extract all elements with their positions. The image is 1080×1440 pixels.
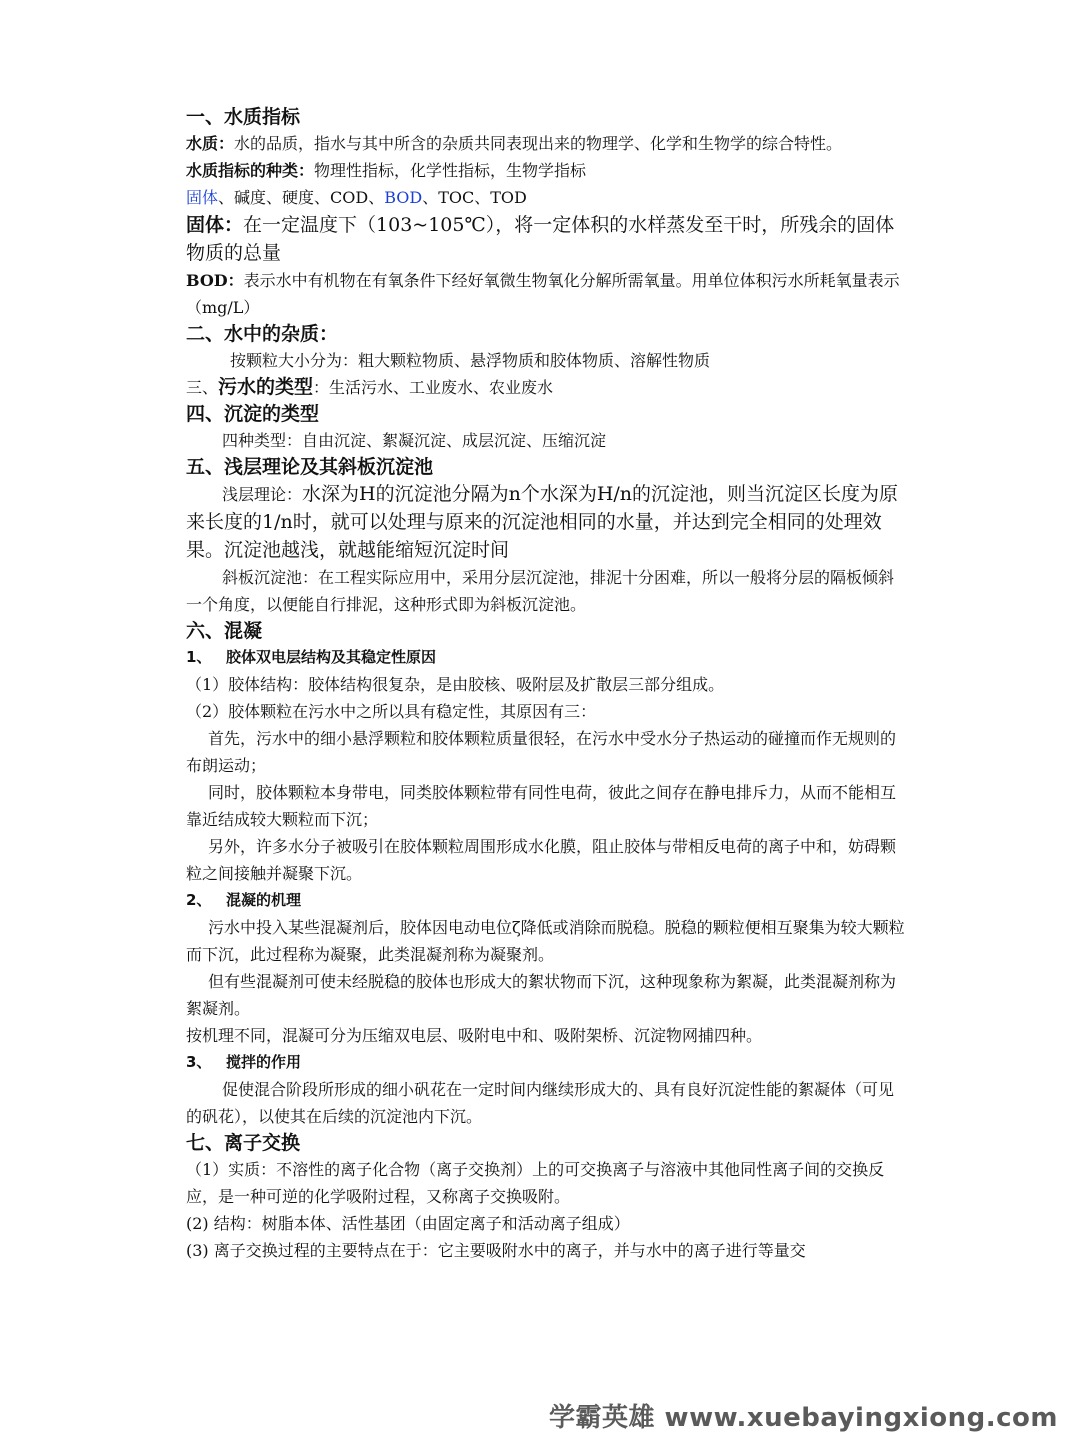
indicator-list xyxy=(186,184,906,211)
solid-text: 在一定温度下（103~105℃），将一定体积的水样蒸发至干时，所残余的固体物质的总量 xyxy=(186,214,895,264)
settling-types: 四种类型：自由沉淀、絮凝沉淀、成层沉淀、压缩沉淀 xyxy=(222,431,607,450)
ion-exchange-structure: (2) 结构：树脂本体、活性基团（由固定离子和活动离子组成） xyxy=(186,1214,630,1233)
section-5-heading: 五、浅层理论及其斜板沉淀池 xyxy=(186,456,434,478)
bod-link[interactable]: BOD xyxy=(384,188,423,207)
shallow-theory xyxy=(186,480,906,564)
colloid-stability: （2）胶体颗粒在污水中之所以具有稳定性，其原因有三： xyxy=(186,702,597,721)
section-1-heading: 一、水质指标 xyxy=(186,106,301,128)
section-3-heading: 污水的类型 xyxy=(218,376,314,398)
bod-definition xyxy=(186,267,906,321)
reason-second: 同时，胶体颗粒本身带电，同类胶体颗粒带有同性电荷，彼此之间存在静电排斥力，从而不能相互靠近结成较大颗粒而下沉； xyxy=(186,783,897,829)
solid-link[interactable]: 固体 xyxy=(186,188,219,207)
bod-term: BOD： xyxy=(186,271,244,290)
indicator-types-term: 水质指标的种类： xyxy=(186,161,315,180)
stirring-text: 促使混合阶段所形成的细小矾花在一定时间内继续形成大的、具有良好沉淀性能的絮凝体（可见的矾花），以使其在后续的沉淀池内下沉。 xyxy=(186,1080,895,1126)
bod-text: 表示水中有机物在有氧条件下经好氧微生物氧化分解所需氧量。用单位体积污水所耗氧量表示（mg/L） xyxy=(186,271,900,317)
ion-exchange-essence: （1）实质：不溶性的离子化合物（离子交换剂）上的可交换离子与溶液中其他同性离子间的交换反应，是一种可逆的化学吸附过程，又称离子交换吸附。 xyxy=(186,1160,885,1206)
coagulation-text: 污水中投入某些混凝剂后，胶体因电动电位ζ降低或消除而脱稳。脱稳的颗粒便相互聚集为较大颗粒而下沉，此过程称为凝聚，此类混凝剂称为凝聚剂。 xyxy=(186,918,905,964)
shallow-theory-label: 浅层理论： xyxy=(222,485,303,504)
water-quality-term: 水质： xyxy=(186,134,235,153)
subsection-1-number: 1、 xyxy=(186,648,212,666)
inclined-plate-text: 斜板沉淀池：在工程实际应用中，采用分层沉淀池，排泥十分困难，所以一般将分层的隔板倾斜一个角度，以便能自行排泥，这种形式即为斜板沉淀池。 xyxy=(186,568,895,614)
water-quality-definition xyxy=(186,130,906,157)
subsection-2-heading xyxy=(186,887,906,914)
subsection-3-heading xyxy=(186,1049,906,1076)
subsection-1-heading xyxy=(186,644,906,671)
flocculation-text: 但有些混凝剂可使未经脱稳的胶体也形成大的絮状物而下沉，这种现象称为絮凝，此类混凝剂称为絮凝剂。 xyxy=(186,972,897,1018)
subsection-3-title: 搅拌的作用 xyxy=(226,1053,302,1071)
reason-third: 另外，许多水分子被吸引在胶体颗粒周围形成水化膜，阻止胶体与带相反电荷的离子中和，妨碍颗粒之间接触并凝聚下沉。 xyxy=(186,837,897,883)
solid-term: 固体： xyxy=(186,214,244,236)
section-7-heading: 七、离子交换 xyxy=(186,1132,301,1154)
document-page xyxy=(186,104,906,1264)
subsection-1-title: 胶体双电层结构及其稳定性原因 xyxy=(226,648,437,666)
subsection-2-number: 2、 xyxy=(186,891,212,909)
section-4-heading: 四、沉淀的类型 xyxy=(186,403,320,425)
indicator-list-end: 、TOC、TOD xyxy=(422,188,527,207)
ion-exchange-feature: (3) 离子交换过程的主要特点在于：它主要吸附水中的离子，并与水中的离子进行等量交 xyxy=(186,1241,806,1260)
subsection-3-number: 3、 xyxy=(186,1053,212,1071)
reason-first: 首先，污水中的细小悬浮颗粒和胶体颗粒质量很轻，在污水中受水分子热运动的碰撞而作无规则的布朗运动； xyxy=(186,729,897,775)
subsection-2-title: 混凝的机理 xyxy=(226,891,302,909)
section-3-colon: ： xyxy=(313,378,330,397)
water-quality-text: 水的品质，指水与其中所含的杂质共同表现出来的物理学、化学和生物学的综合特性。 xyxy=(234,134,843,153)
section-2-heading: 二、水中的杂质： xyxy=(186,323,339,345)
solid-definition xyxy=(186,211,906,267)
indicator-list-mid: 、碱度、硬度、COD、 xyxy=(218,188,385,207)
shallow-theory-text: 水深为H的沉淀池分隔为n个水深为H/n的沉淀池，则当沉淀区长度为原来长度的1/n时，就可以处理与原来的沉淀池相同的水量，并达到完全相同的处理效果。沉淀池越浅，就越能缩短沉淀时间 xyxy=(186,483,899,561)
indicator-types xyxy=(186,157,906,184)
section-3-line xyxy=(186,374,906,401)
section-3-prefix: 三、 xyxy=(186,378,219,397)
indicator-types-text: 物理性指标，化学性指标，生物学指标 xyxy=(314,161,587,180)
impurity-classification: 按颗粒大小分为：粗大颗粒物质、悬浮物质和胶体物质、溶解性物质 xyxy=(230,351,711,370)
watermark: 学霸英雄 www.xuebayingxiong.com xyxy=(549,1403,1058,1433)
colloid-structure: （1）胶体结构：胶体结构很复杂，是由胶核、吸附层及扩散层三部分组成。 xyxy=(186,675,725,694)
mechanism-summary: 按机理不同，混凝可分为压缩双电层、吸附电中和、吸附架桥、沉淀物网捕四种。 xyxy=(186,1026,763,1045)
section-3-text: 生活污水、工业废水、农业废水 xyxy=(329,378,554,397)
section-6-heading: 六、混凝 xyxy=(186,620,263,642)
